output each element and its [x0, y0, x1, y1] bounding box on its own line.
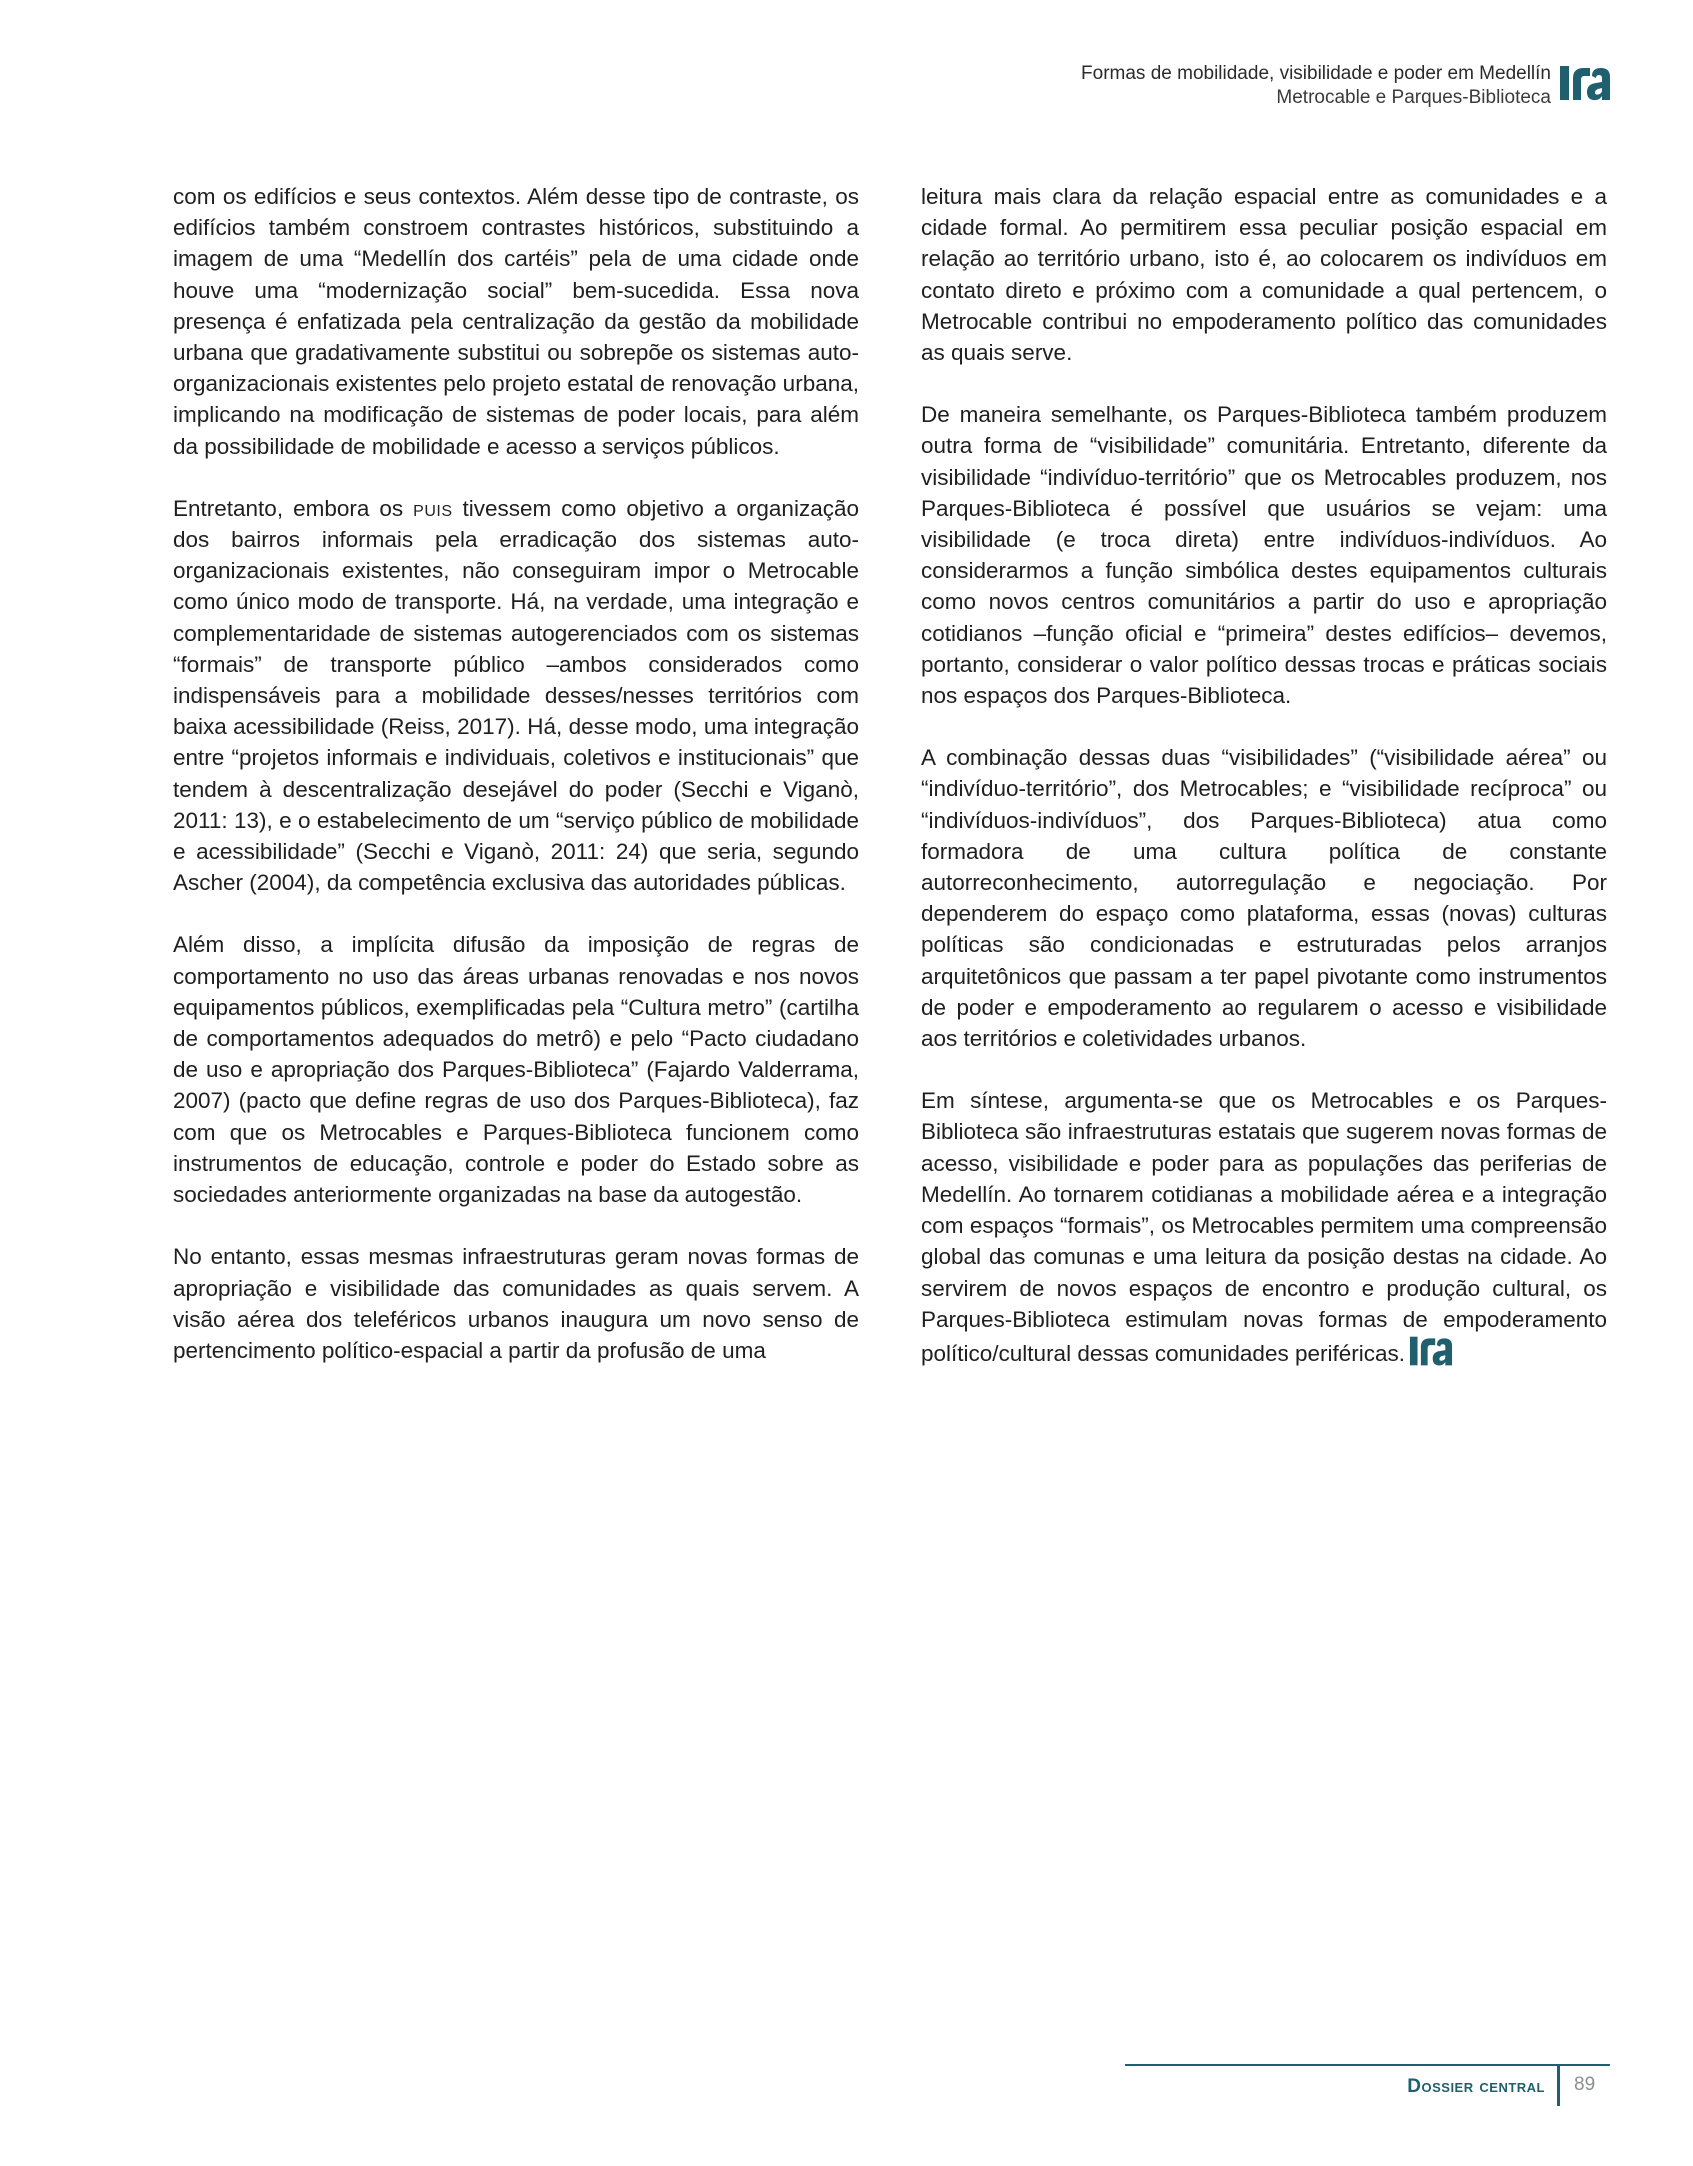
acronym-puis: puis	[413, 495, 453, 521]
running-header-title: Formas de mobilidade, visibilidade e poder em Medellín	[1081, 63, 1551, 84]
running-header	[1081, 62, 1551, 110]
right-column	[921, 181, 1607, 1400]
left-column	[173, 181, 859, 1397]
end-of-article-logo-icon	[1409, 1335, 1453, 1367]
page-number: 89	[1574, 2074, 1596, 2095]
left-paragraph-2	[173, 493, 859, 899]
running-header-subtitle: Metrocable e Parques-Biblioteca	[1276, 87, 1551, 108]
left-paragraph-1: com os edifícios e seus contextos. Além desse tipo de contraste, os edifícios também constroem contrastes históricos, substituindo a imagem de uma “Medellín dos cartéis” pela de uma cidade onde houve uma “modernização social” bem-sucedida. Essa nova presença é enfatizada pela centralização da gestão da mobilidade urbana que gradativamente substitui ou sobrepõe os sistemas auto-organizacionais existentes pelo projeto estatal de renovação urbana, implicando na modificação de sistemas de poder locais, para além da possibilidade de mobilidade e acesso a serviços públicos.	[173, 184, 859, 459]
right-paragraph-4	[921, 1085, 1607, 1369]
footer-divider	[1557, 2066, 1560, 2106]
left-paragraph-4: No entanto, essas mesmas infraestruturas geram novas formas de apropriação e visibilidade das comunidades as quais servem. A visão aérea dos teleféricos urbanos inaugura um novo senso de pertencimento político-espacial a partir da profusão de uma	[173, 1244, 859, 1363]
left-paragraph-2-start: Entretanto, embora os	[173, 495, 414, 521]
right-paragraph-2: De maneira semelhante, os Parques-Biblioteca também produzem outra forma de “visibilidade” comunitária. Entretanto, diferente da visibilidade “indivíduo-território” que os Metrocables produzem, nos Parques-Biblioteca é possível que usuários se vejam: uma visibilidade (e troca direta) entre indivíduos-indivíduos. Ao considerarmos a função simbólica destes equipamentos culturais como novos centros comunitários a partir do uso e apropriação cotidianos –função oficial e “primeira” destes edifícios– devemos, portanto, considerar o valor político dessas trocas e práticas sociais nos espaços dos Parques-Biblioteca.	[921, 402, 1607, 709]
footer-section-label: Dossier central	[1407, 2076, 1545, 2097]
right-paragraph-1: leitura mais clara da relação espacial entre as comunidades e a cidade formal. Ao permitirem essa peculiar posição espacial em relação ao território urbano, isto é, ao colocarem os indivíduos em contato direto e próximo com a comunidade a qual pertencem, o Metrocable contribui no empoderamento político das comunidades as quais serve.	[921, 184, 1607, 366]
left-paragraph-2-rest: tivessem como objetivo a organização dos bairros informais pela erradicação dos sistemas auto-organizacionais existentes, não conseguiram impor o Metrocable como único modo de transporte. Há, na verdade, uma integração e complementaridade de sistemas autogerenciados com os sistemas “formais” de transporte público –ambos considerados como indispensáveis para a mobilidade desses/nesses territórios com baixa acessibilidade (Reiss, 2017). Há, desse modo, uma integração entre “projetos informais e individuais, coletivos e institucionais” que tendem à descentralização desejável do poder (Secchi e Viganò, 2011: 13), e o estabelecimento de um “serviço público de mobilidade e acessibilidade” (Secchi e Viganò, 2011: 24) que seria, segundo Ascher (2004), da competência exclusiva das autoridades públicas.	[173, 495, 859, 896]
right-paragraph-4-text: Em síntese, argumenta-se que os Metrocables e os Parques-Biblioteca são infraestruturas estatais que sugerem novas formas de acesso, visibilidade e poder para as populações das periferias de Medellín. Ao tornarem cotidianas a mobilidade aérea e a integração com espaços “formais”, os Metrocables permitem uma compreensão global das comunas e uma leitura da posição destas na cidade. Ao servirem de novos espaços de encontro e produção cultural, os Parques-Biblioteca estimulam novas formas de empoderamento político/cultural dessas comunidades periféricas.	[921, 1088, 1607, 1366]
right-paragraph-3: A combinação dessas duas “visibilidades” (“visibilidade aérea” ou “indivíduo-território”, dos Metrocables; e “visibilidade recíproca” ou “indivíduos-indivíduos”, dos Parques-Biblioteca) atua como formadora de uma cultura política de constante autorreconhecimento, autorregulação e negociação. Por dependerem do espaço como plataforma, essas (novas) culturas políticas são condicionadas e estruturadas pelos arranjos arquitetônicos que passam a ter papel pivotante como instrumentos de poder e empoderamento ao regularem o acesso e visibilidade aos territórios e coletividades urbanos.	[921, 745, 1607, 1052]
journal-logo-icon	[1560, 64, 1610, 102]
footer-rule	[1125, 2064, 1610, 2066]
left-paragraph-3: Além disso, a implícita difusão da imposição de regras de comportamento no uso das áreas urbanas renovadas e nos novos equipamentos públicos, exemplificadas pela “Cultura metro” (cartilha de comportamentos adequados do metrô) e pelo “Pacto ciudadano de uso e apropriação dos Parques-Biblioteca” (Fajardo Valderrama, 2007) (pacto que define regras de uso dos Parques-Biblioteca), faz com que os Metrocables e Parques-Biblioteca funcionem como instrumentos de educação, controle e poder do Estado sobre as sociedades anteriormente organizadas na base da autogestão.	[173, 932, 859, 1208]
